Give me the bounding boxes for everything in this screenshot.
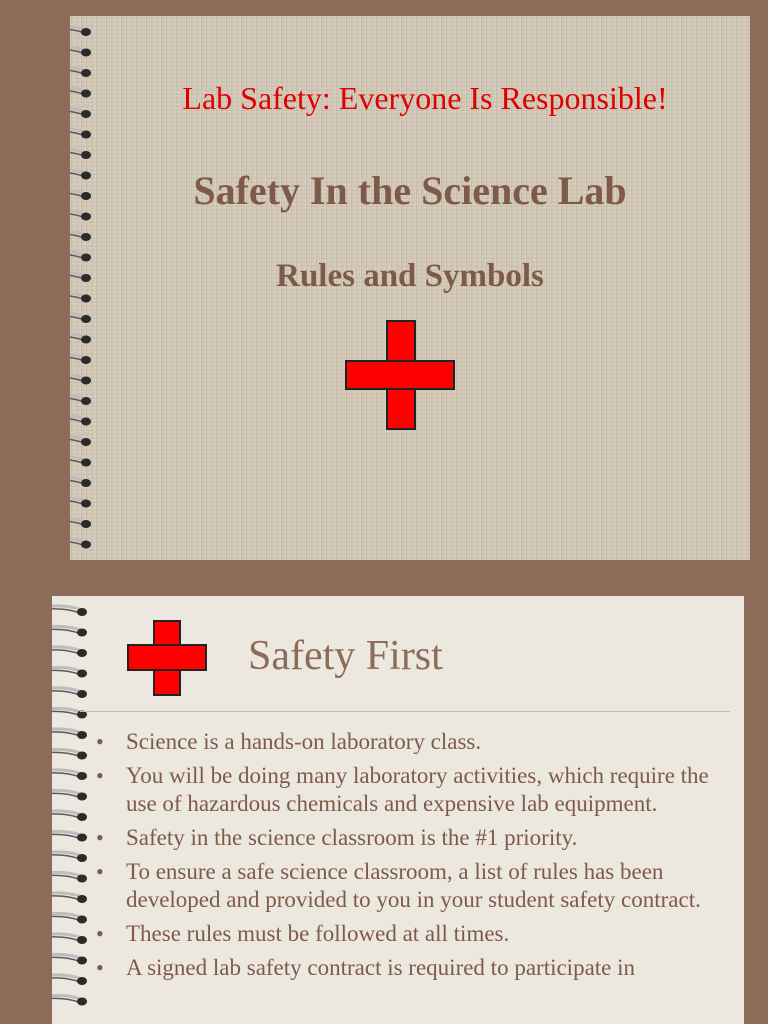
binding-hole [77,608,87,616]
binding-hole [81,69,91,77]
spiral-coil-shadow [52,814,80,821]
binding-hole [81,131,91,139]
binding-hole [77,690,87,698]
binding-hole [81,418,91,426]
binding-hole [81,520,91,528]
binding-hole [81,356,91,364]
spiral-coil-shadow [52,752,80,759]
binding-hole [81,438,91,446]
binding-hole [81,541,91,549]
slide-subtitle: Rules and Symbols [276,258,544,294]
spiral-coil-shadow [52,650,80,657]
red-cross-icon [345,320,455,430]
spiral-coil-shadow [52,916,80,923]
slide-title: Safety First [248,633,443,679]
slide-title: Safety In the Science Lab [193,168,627,213]
spiral-coil-shadow [52,793,80,800]
list-item: • Safety in the science classroom is the #1 priority. [96,824,736,852]
spiral-coil-shadow [52,773,80,780]
binding-hole [81,479,91,487]
binding-hole [77,670,87,678]
binding-hole [81,377,91,385]
binding-hole [77,731,87,739]
spiral-coil-shadow [52,978,80,985]
spiral-coil-shadow [52,998,80,1005]
binding-hole [81,397,91,405]
binding-hole [77,957,87,965]
spiral-coil-shadow [52,732,80,739]
binding-hole [81,336,91,344]
spiral-coil-shadow [52,629,80,636]
binding-hole [77,916,87,924]
binding-hole [81,315,91,323]
binding-hole [77,977,87,985]
spiral-coil-shadow [52,834,80,841]
binding-hole [81,500,91,508]
bullet-list [96,728,736,988]
binding-hole [81,28,91,36]
red-cross-icon [127,620,207,696]
binding-hole [81,151,91,159]
binding-hole [77,629,87,637]
spiral-coil-shadow [52,957,80,964]
title-divider [80,711,730,712]
spiral-coil-shadow [52,670,80,677]
binding-hole [77,793,87,801]
spiral-coil-shadow [52,875,80,882]
list-item: • Science is a hands-on laboratory class. [96,728,736,756]
binding-hole [77,895,87,903]
spiral-coil-shadow [52,609,80,616]
binding-hole [77,834,87,842]
list-item: • You will be doing many laboratory activities, which require the use of hazardous chemicals and expensive lab equipment. [96,762,736,818]
spiral-coil-shadow [52,937,80,944]
spiral-coil-shadow [52,711,80,718]
binding-hole [77,772,87,780]
binding-hole [81,459,91,467]
spiral-coils [52,596,92,1024]
binding-hole [77,936,87,944]
spiral-coil-shadow [52,896,80,903]
binding-hole [77,854,87,862]
list-item: • A signed lab safety contract is required to participate in [96,954,736,982]
binding-hole [81,49,91,57]
binding-hole [77,752,87,760]
spiral-binding [52,596,92,1024]
list-item: • To ensure a safe science classroom, a list of rules has been developed and provided to you in your student safety contract. [96,858,736,914]
slide-tagline: Lab Safety: Everyone Is Responsible! [182,80,668,116]
binding-hole [77,649,87,657]
list-item: • These rules must be followed at all times. [96,920,736,948]
binding-hole [77,998,87,1006]
binding-hole [81,233,91,241]
spiral-coil-shadow [52,855,80,862]
binding-hole [81,295,91,303]
spiral-coil-shadow [52,691,80,698]
binding-hole [77,813,87,821]
binding-hole [77,875,87,883]
